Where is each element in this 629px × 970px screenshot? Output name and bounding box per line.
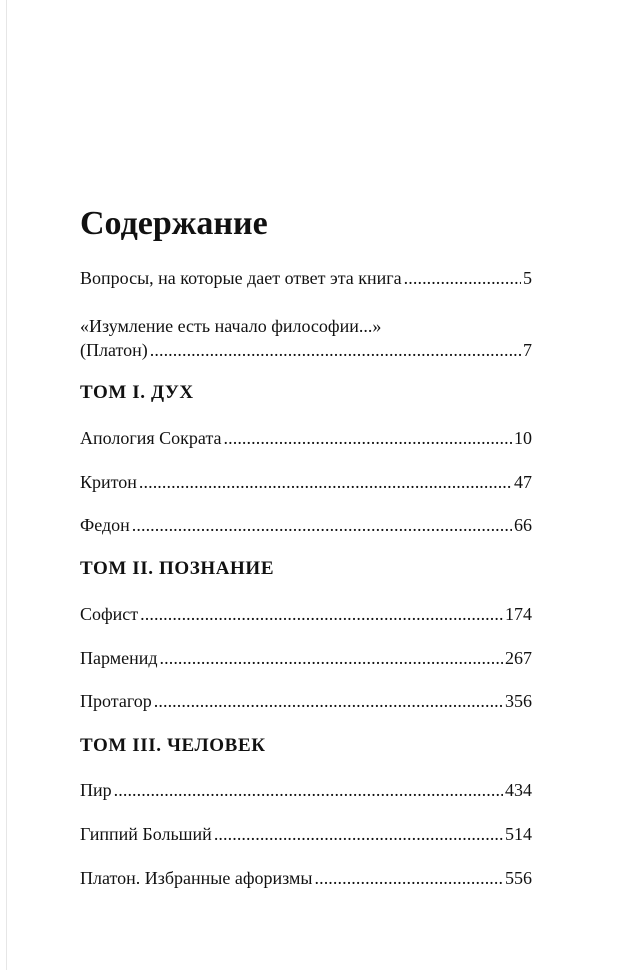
page-title: Содержание	[80, 205, 268, 242]
entry-page: 174	[505, 604, 532, 624]
dot-leader	[160, 646, 503, 670]
entry-title: Апология Сократа	[80, 428, 222, 448]
entry-title: Вопросы, на которые дает ответ эта книга	[80, 268, 402, 288]
volume-heading-3: ТОМ III. ЧЕЛОВЕК	[80, 735, 266, 756]
entry-page: 5	[523, 268, 532, 288]
toc-entry-phaedo[interactable]	[80, 513, 532, 537]
entry-title-line1: «Изумление есть начало философии...»	[80, 316, 382, 336]
toc-entry-symposium[interactable]	[80, 778, 532, 802]
dot-leader	[150, 338, 521, 362]
dot-leader	[214, 822, 503, 846]
toc-entry-aphorisms[interactable]	[80, 866, 532, 890]
toc-entry-hippias-major[interactable]	[80, 822, 532, 846]
entry-title: (Платон)	[80, 340, 148, 360]
entry-page: 267	[505, 648, 532, 668]
entry-page: 66	[514, 515, 532, 535]
volume-heading-1: ТОМ I. ДУХ	[80, 382, 194, 403]
volume-heading-2: ТОМ II. ПОЗНАНИЕ	[80, 558, 275, 579]
entry-page: 356	[505, 691, 532, 711]
entry-page: 47	[514, 472, 532, 492]
entry-page: 514	[505, 824, 532, 844]
entry-title: Федон	[80, 515, 130, 535]
entry-title: Софист	[80, 604, 139, 624]
entry-title: Парменид	[80, 648, 158, 668]
toc-entry-apology[interactable]	[80, 426, 532, 450]
toc-entry-crito[interactable]	[80, 470, 532, 494]
page-edge	[6, 0, 7, 970]
entry-page: 556	[505, 868, 532, 888]
dot-leader	[154, 689, 503, 713]
entry-page: 434	[505, 780, 532, 800]
entry-page: 10	[514, 428, 532, 448]
dot-leader	[114, 778, 503, 802]
dot-leader	[315, 866, 504, 890]
toc-entry-protagoras[interactable]	[80, 689, 532, 713]
dot-leader	[140, 602, 503, 626]
entry-title: Пир	[80, 780, 112, 800]
entry-title: Критон	[80, 472, 137, 492]
toc-entry-questions[interactable]	[80, 266, 532, 290]
dot-leader	[404, 266, 521, 290]
toc-entry-parmenides[interactable]	[80, 646, 532, 670]
dot-leader	[224, 426, 512, 450]
toc-entry-wonder[interactable]	[80, 314, 532, 362]
entry-title: Платон. Избранные афоризмы	[80, 868, 313, 888]
entry-title: Протагор	[80, 691, 152, 711]
entry-title: Гиппий Больший	[80, 824, 212, 844]
dot-leader	[139, 470, 512, 494]
dot-leader	[132, 513, 512, 537]
toc-entry-sophist[interactable]	[80, 602, 532, 626]
entry-page: 7	[523, 340, 532, 360]
